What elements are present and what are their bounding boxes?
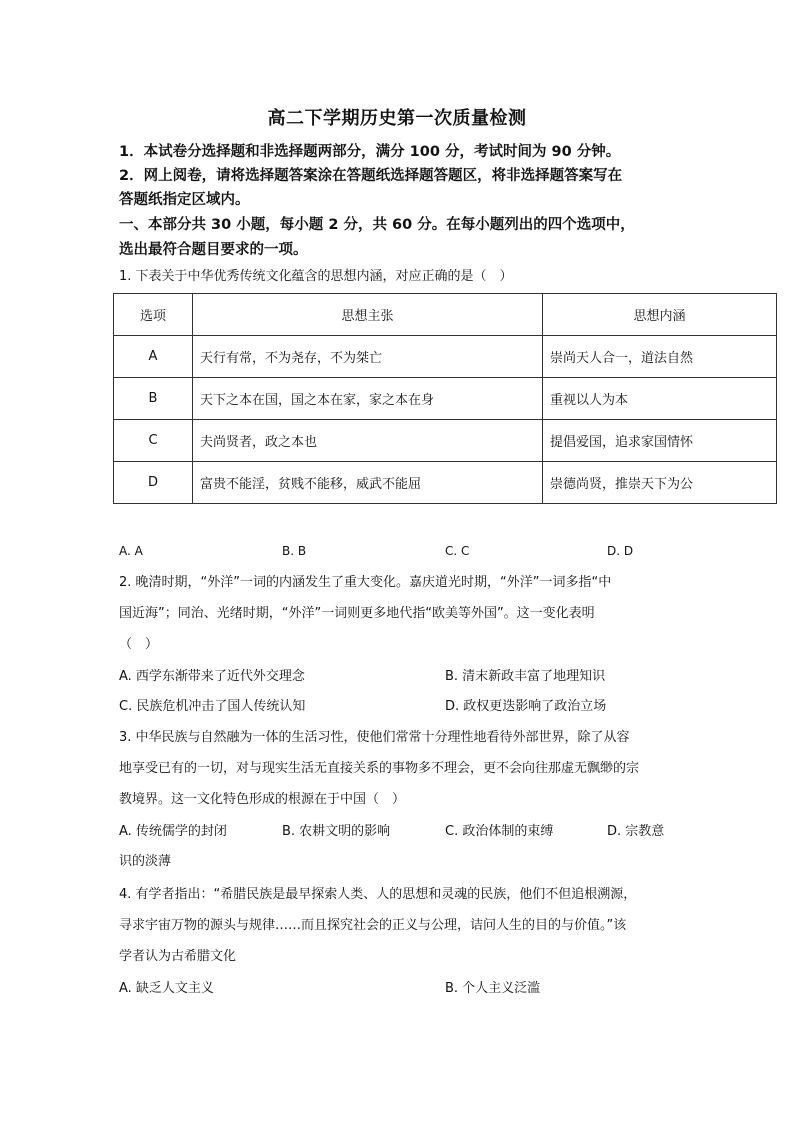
instruction-2a: 2．网上阅卷，请将选择题答案涂在答题纸选择题答题区，将非选择题答案写在	[119, 168, 623, 184]
q1-option-d: D. D	[607, 544, 634, 558]
table-cell: 天行有常，不为尧存，不为桀亡	[193, 336, 543, 378]
q4-option-a: A. 缺乏人文主义	[119, 981, 214, 996]
table-cell: 夫尚贤者，政之本也	[193, 420, 543, 462]
table-cell: 富贵不能淫，贫贱不能移，威武不能屈	[193, 462, 543, 504]
q3-stem-line2: 地享受已有的一切，对与现实生活无直接关系的事物多不理会，更不会向往那虚无飘缈的宗	[119, 761, 640, 776]
instruction-2b: 答题纸指定区域内。	[119, 192, 250, 208]
instruction-1: 1．本试卷分选择题和非选择题两部分，满分 100 分，考试时间为 90 分钟。	[119, 144, 621, 160]
table-row	[114, 378, 777, 420]
q3-option-b: B. 农耕文明的影响	[282, 824, 391, 839]
table-cell: B	[114, 378, 193, 420]
table-cell: C	[114, 420, 193, 462]
q3-option-d: D. 宗教意	[607, 824, 665, 839]
table-cell: 崇德尚贤，推崇天下为公	[543, 462, 777, 504]
q2-option-d: D. 政权更迭影响了政治立场	[445, 699, 607, 714]
table-cell: 提倡爱国，追求家国情怀	[543, 420, 777, 462]
q1-stem: 1. 下表关于中华优秀传统文化蕴含的思想内涵，对应正确的是（ ）	[119, 269, 513, 284]
q1-option-b: B. B	[282, 544, 307, 558]
page-title: 高二下学期历史第一次质量检测	[267, 108, 527, 129]
q3-stem-line1: 3. 中华民族与自然融为一体的生活习性，使他们常常十分理性地看待外部世界，除了从容	[119, 730, 630, 745]
table-cell: 崇尚天人合一，道法自然	[543, 336, 777, 378]
q4-option-b: B. 个人主义泛滥	[445, 981, 541, 996]
table-header-row	[114, 294, 777, 336]
q4-stem-line2: 寻求宇宙万物的源头与规律……而且探究社会的正义与公理，诘问人生的目的与价值。”该	[119, 918, 627, 933]
table-header-cell: 选项	[114, 294, 193, 336]
q2-option-c: C. 民族危机冲击了国人传统认知	[119, 699, 306, 714]
q1-table	[113, 293, 777, 504]
q4-stem-line1: 4. 有学者指出：“希腊民族是最早探索人类、人的思想和灵魂的民族，他们不但追根溯源，	[119, 887, 637, 902]
section-heading-cont: 选出最符合题目要求的一项。	[119, 242, 308, 258]
table-row	[114, 336, 777, 378]
table-cell: 重视以人为本	[543, 378, 777, 420]
table-row	[114, 420, 777, 462]
q2-stem-line2: 国近海”；同治、光绪时期，“外洋”一词则更多地代指“欧美等外国”。这一变化表明	[119, 606, 595, 621]
q2-stem-line3: （ ）	[119, 637, 159, 652]
table-row	[114, 462, 777, 504]
q3-stem-line3: 教境界。这一文化特色形成的根源在于中国（ ）	[119, 792, 406, 807]
q1-option-c: C. C	[445, 544, 470, 558]
table-header-cell: 思想内涵	[543, 294, 777, 336]
q3-option-d-cont: 识的淡薄	[119, 854, 172, 869]
q2-option-b: B. 清末新政丰富了地理知识	[445, 669, 606, 684]
q3-option-c: C. 政治体制的束缚	[445, 824, 554, 839]
q4-stem-line3: 学者认为古希腊文化	[119, 949, 237, 964]
q2-option-a: A. 西学东渐带来了近代外交理念	[119, 669, 305, 684]
section-heading: 一、本部分共 30 小题，每小题 2 分，共 60 分。在每小题列出的四个选项中，	[119, 217, 635, 233]
table-header-cell: 思想主张	[193, 294, 543, 336]
q1-option-a: A. A	[119, 544, 143, 558]
table-cell: 天下之本在国，国之本在家，家之本在身	[193, 378, 543, 420]
table-cell: D	[114, 462, 193, 504]
q3-option-a: A. 传统儒学的封闭	[119, 824, 227, 839]
q2-stem-line1: 2. 晚清时期，“外洋”一词的内涵发生了重大变化。嘉庆道光时期，“外洋”一词多指“中	[119, 575, 612, 590]
table-cell: A	[114, 336, 193, 378]
